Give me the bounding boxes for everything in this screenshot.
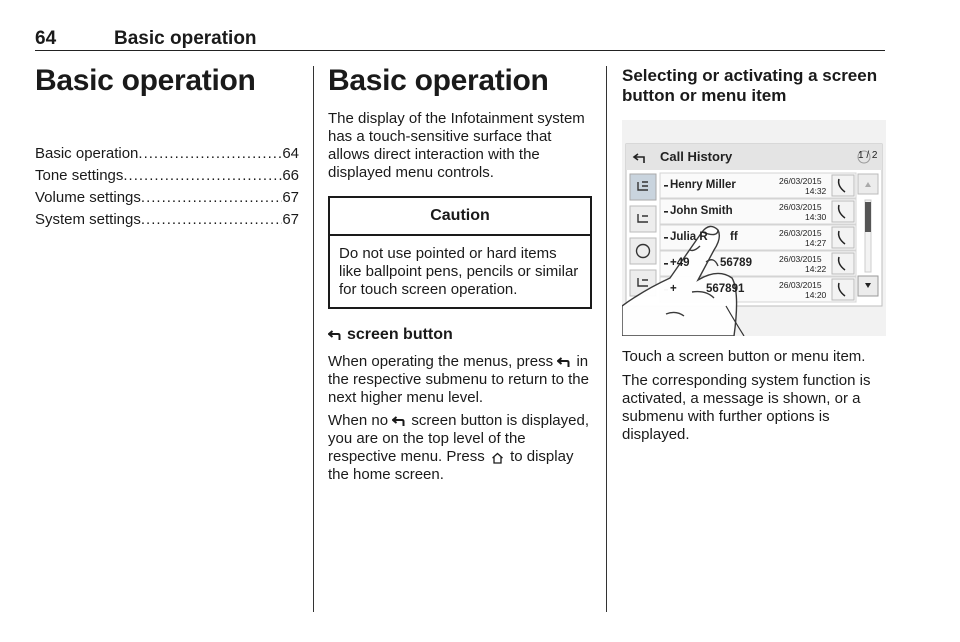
call-entry-time: 14:30 bbox=[805, 212, 827, 222]
caution-box bbox=[328, 196, 592, 309]
call-entry-time: 14:20 bbox=[805, 290, 827, 300]
toc-column bbox=[35, 62, 299, 231]
call-entry-date: 26/03/2015 bbox=[779, 280, 822, 290]
table-of-contents bbox=[35, 143, 299, 231]
column-divider bbox=[313, 66, 314, 612]
running-title: Basic operation bbox=[114, 28, 257, 49]
back-arrow-icon bbox=[392, 416, 405, 427]
call-entry-date: 26/03/2015 bbox=[779, 202, 822, 212]
call-entry-name[interactable]: Henry Miller bbox=[670, 179, 736, 191]
call-entry-time: 14:22 bbox=[805, 264, 827, 274]
call-entry-name[interactable]: +49 bbox=[670, 257, 690, 269]
call-entry-date: 26/03/2015 bbox=[779, 176, 822, 186]
call-entry-name[interactable]: + bbox=[670, 283, 677, 295]
toc-entry-label: Tone settings bbox=[35, 167, 124, 184]
section-title: Basic operation bbox=[328, 64, 549, 97]
section-title: Selecting or activating a screen button or menu item bbox=[622, 66, 878, 105]
subsection-title-text: screen button bbox=[347, 326, 453, 343]
toc-entry[interactable] bbox=[35, 187, 299, 209]
body-paragraph: When no screen button is displayed, you are on the top level of the respective menu. Press to display the home screen. bbox=[328, 412, 589, 483]
call-entry-date: 26/03/2015 bbox=[779, 228, 822, 238]
body-paragraph: The corresponding system function is activated, a message is shown, or a submenu with further options is displayed. bbox=[622, 372, 871, 443]
toc-entry[interactable] bbox=[35, 165, 299, 187]
toc-entry-page: 66 bbox=[282, 167, 299, 184]
content-column bbox=[328, 62, 592, 484]
call-entry-name[interactable]: John Smith bbox=[670, 205, 733, 217]
home-icon bbox=[491, 452, 504, 463]
toc-entry-label: Volume settings bbox=[35, 189, 141, 206]
toc-entry-label: System settings bbox=[35, 211, 141, 228]
running-header bbox=[35, 28, 885, 51]
caution-title: Caution bbox=[330, 198, 590, 236]
call-entry-date: 26/03/2015 bbox=[779, 254, 822, 264]
toc-entry[interactable] bbox=[35, 143, 299, 165]
intro-paragraph: The display of the Infotainment system has a touch-sensitive surface that allows direct interaction with the displayed menu controls. bbox=[328, 110, 585, 181]
subsection-title bbox=[328, 325, 592, 345]
toc-entry-page: 67 bbox=[282, 211, 299, 228]
toc-entry-label: Basic operation bbox=[35, 145, 139, 162]
call-entry-name-tail: 56789 bbox=[720, 257, 752, 269]
chapter-title: Basic operation bbox=[35, 64, 256, 97]
content-column bbox=[622, 62, 886, 444]
screen-title: Call History bbox=[660, 149, 733, 164]
call-entry-name[interactable]: Julia R bbox=[670, 231, 708, 243]
page-indicator: 1 / 2 bbox=[858, 150, 878, 161]
call-entry-time: 14:32 bbox=[805, 186, 827, 196]
caution-body: Do not use pointed or hard items like ballpoint pens, pencils or similar for touch screen operation. bbox=[339, 245, 579, 298]
toc-entry[interactable] bbox=[35, 209, 299, 231]
call-entry-time: 14:27 bbox=[805, 238, 827, 248]
infotainment-screenshot bbox=[622, 120, 886, 336]
toc-entry-page: 64 bbox=[282, 145, 299, 162]
toc-entry-page: 67 bbox=[282, 189, 299, 206]
body-paragraph: When operating the menus, press in the respective submenu to return to the next higher menu level. bbox=[328, 353, 589, 406]
back-arrow-icon bbox=[328, 330, 341, 341]
body-paragraph: Touch a screen button or menu item. bbox=[622, 348, 866, 365]
column-divider bbox=[606, 66, 607, 612]
call-entry-name-tail: ff bbox=[730, 231, 738, 243]
call-entry-name-tail: 567891 bbox=[706, 283, 745, 295]
back-arrow-icon bbox=[557, 357, 570, 368]
page-number: 64 bbox=[35, 28, 57, 49]
